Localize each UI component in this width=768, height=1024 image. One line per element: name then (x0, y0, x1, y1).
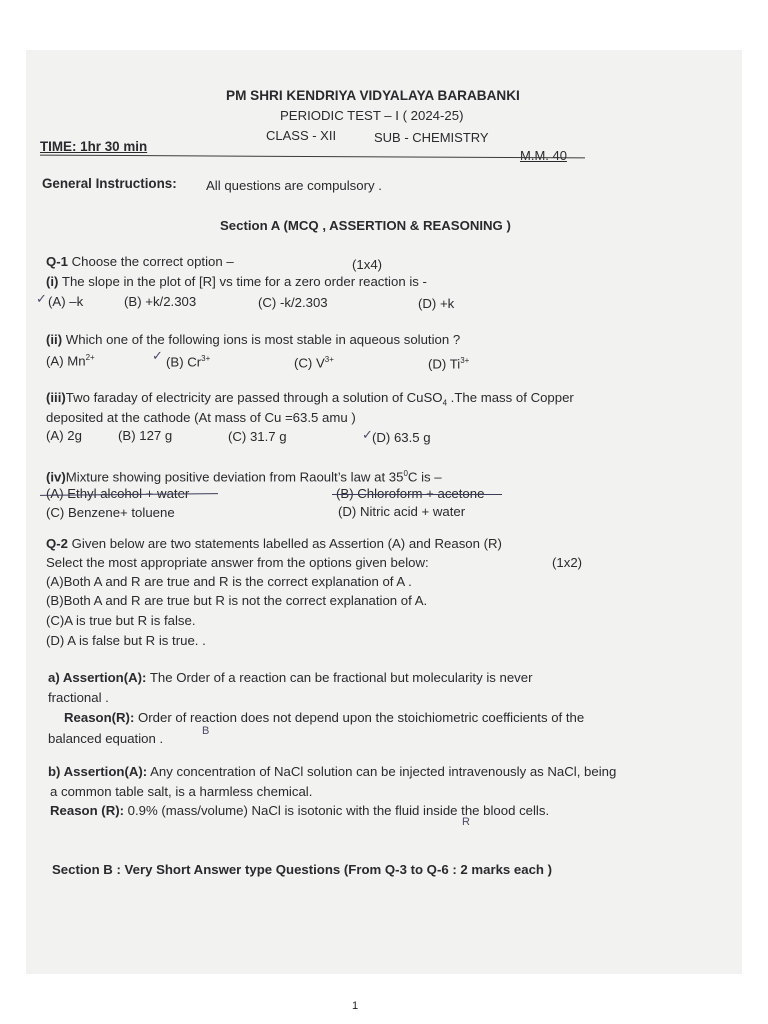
q1-ii-option-c (294, 352, 334, 371)
q1-iii-option-a: (A) 2g (46, 428, 82, 443)
q2b-reason (50, 803, 549, 819)
q2-option-c: (C)A is true but R is false. (46, 613, 196, 628)
header-divider (40, 155, 585, 159)
section-b-title: Section B : Very Short Answer type Questions (From Q-3 to Q-6 : 2 marks each ) (52, 862, 553, 877)
strikethrough-mark (332, 494, 502, 495)
q2-option-b: (B)Both A and R are true but R is not the correct explanation of A. (46, 593, 428, 608)
section-a-title: Section A (MCQ , ASSERTION & REASONING ) (220, 218, 511, 233)
degree-symbol: 0 (403, 469, 408, 478)
tick-mark-icon: ✓ (36, 291, 47, 306)
q1-ii-text: Which one of the following ions is most stable in aqueous solution ? (65, 332, 461, 347)
q1-iv-text-after: C is – (407, 469, 442, 485)
q1-text: Choose the correct option – (71, 254, 234, 269)
q2b-label: b) Assertion(A): (48, 764, 148, 779)
q1-ii-option-d-text: (D) Ti (428, 356, 461, 372)
q1-iii-option-d: (D) 63.5 g (372, 430, 431, 445)
q1-iv-option-b: (B) Chloroform + acetone (336, 486, 485, 501)
q2-label: Q-2 (46, 536, 68, 551)
q1-iii-option-c: (C) 31.7 g (228, 429, 287, 444)
q1-ii-option-c-charge: 3+ (324, 355, 334, 364)
q2-line2: Select the most appropriate answer from the options given below: (46, 555, 429, 570)
q1-ii-option-a-charge: 2+ (85, 353, 95, 362)
q2a-reason2: balanced equation . (48, 731, 164, 746)
q2-text: Given below are two statements labelled as Assertion (A) and Reason (R) (71, 536, 502, 551)
q2a-reason1: Order of reaction does not depend upon the stoichiometric coefficients of the (138, 710, 585, 725)
q1-iv-label: (iv) (46, 469, 66, 485)
q1-ii-option-c-text: (C) V (294, 355, 325, 371)
q1-iii-text-after: .The mass of Copper (447, 390, 574, 405)
q1-ii-label: (ii) (46, 332, 63, 347)
q2b-reason1: 0.9% (mass/volume) NaCl is isotonic with the fluid inside the blood cells. (127, 803, 550, 818)
max-marks: M.M. 40 (520, 148, 567, 163)
class-label: CLASS - XII (266, 128, 337, 143)
q1-iii-option-b: (B) 127 g (118, 428, 173, 443)
q2a-text2: fractional . (48, 690, 109, 705)
q2a-reason-label: Reason(R): (64, 710, 135, 725)
q1-i-option-a: (A) –k (48, 294, 84, 309)
subject-label: SUB - CHEMISTRY (374, 130, 489, 145)
q2a-label: a) Assertion(A): (48, 670, 147, 685)
q1-iv-option-a: (A) Ethyl alcohol + water (46, 486, 190, 501)
handwritten-answer-b: B (202, 725, 210, 737)
test-name: PERIODIC TEST – I ( 2024-25) (280, 108, 464, 123)
q1-iv-option-c: (C) Benzene+ toluene (46, 505, 175, 520)
time-label: TIME: 1hr 30 min (40, 139, 148, 154)
q1-i-text: The slope in the plot of [R] vs time for a zero order reaction is - (61, 274, 427, 289)
q1-i-label: (i) (46, 274, 59, 289)
q1-i-line (46, 274, 427, 290)
q2a-reason (64, 710, 584, 726)
q1-marks: (1x4) (352, 257, 383, 272)
q1-i-option-d: (D) +k (418, 296, 455, 311)
q2b-assertion (48, 764, 616, 780)
page-number: 1 (352, 1000, 359, 1012)
q1-label: Q-1 (46, 254, 68, 269)
q1-ii-option-b-charge: 3+ (201, 354, 211, 363)
q1-ii-line (46, 332, 460, 348)
q2-option-d: (D) A is false but R is true. . (46, 633, 206, 648)
tick-mark-icon: ✓ (152, 348, 163, 363)
instructions-text: All questions are compulsory . (206, 178, 382, 193)
tick-mark-icon: ✓ (362, 427, 373, 442)
q2b-reason-label: Reason (R): (50, 803, 124, 818)
q1-iv-option-d: (D) Nitric acid + water (338, 504, 466, 519)
q1-i-option-b: (B) +k/2.303 (124, 294, 197, 309)
q1-iii-subscript: 4 (442, 398, 448, 408)
q1-i-option-c: (C) -k/2.303 (258, 295, 328, 310)
q1-iv-line (46, 466, 442, 485)
q1-ii-option-b (166, 351, 210, 370)
q1-ii-option-d (428, 353, 469, 372)
q1-ii-option-a (46, 350, 95, 369)
q2a-assertion (48, 670, 533, 686)
q2b-text2: a common table salt, is a harmless chemical. (50, 784, 313, 799)
q1-iii-text: Two faraday of electricity are passed through a solution of CuSO (65, 390, 443, 405)
handwritten-answer-r: R (462, 816, 470, 828)
q1-iii-label: (iii) (46, 390, 66, 405)
q2-line1 (46, 536, 502, 552)
q1-iii-line (46, 390, 574, 412)
q1-iii-line2: deposited at the cathode (At mass of Cu =63.5 amu ) (46, 410, 356, 425)
q1-iv-text: Mixture showing positive deviation from Raoult’s law at 35 (65, 469, 404, 485)
q1-ii-option-b-text: (B) Cr (166, 354, 202, 370)
q1-ii-option-a-text: (A) Mn (46, 353, 86, 369)
q2-marks: (1x2) (552, 555, 583, 570)
instructions-label: General Instructions: (42, 176, 177, 191)
q1-line (46, 254, 234, 270)
q2a-text1: The Order of a reaction can be fractional but molecularity is never (149, 670, 533, 685)
q2-option-a: (A)Both A and R are true and R is the correct explanation of A . (46, 574, 412, 589)
q1-ii-option-d-charge: 3+ (460, 356, 470, 365)
school-name: PM SHRI KENDRIYA VIDYALAYA BARABANKI (226, 88, 520, 103)
q2b-text1: Any concentration of NaCl solution can be injected intravenously as NaCl, being (150, 764, 617, 779)
exam-paper (26, 50, 742, 974)
